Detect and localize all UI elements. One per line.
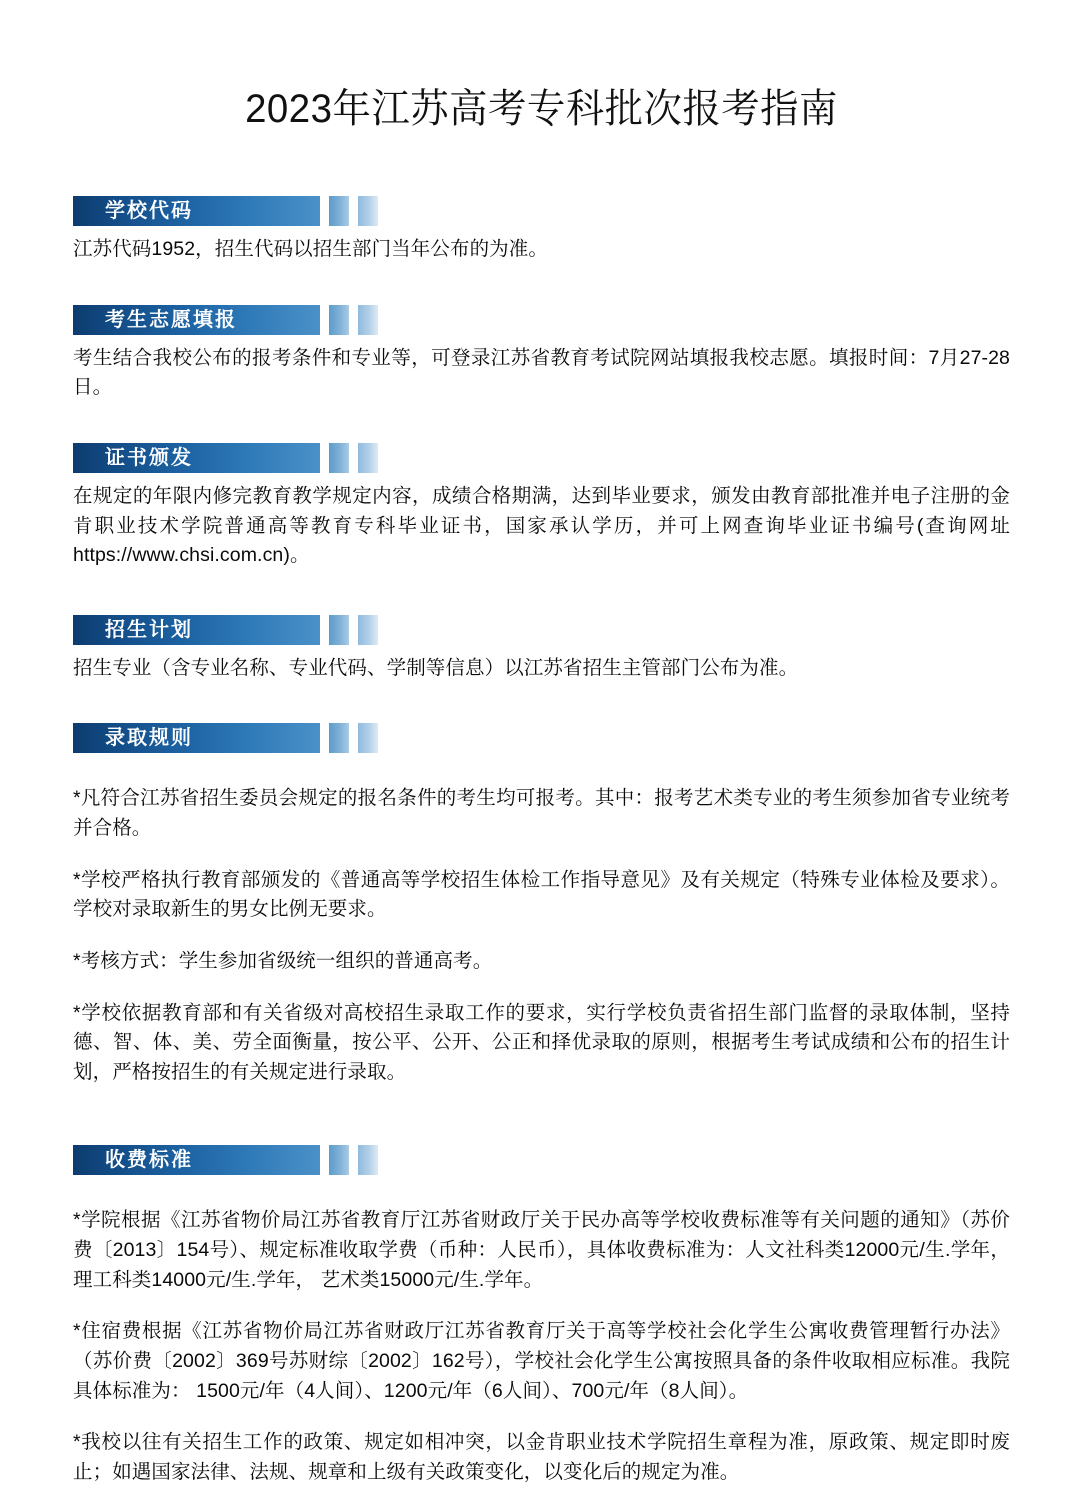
section-banner-school-code	[73, 196, 1010, 226]
banner-spacer	[349, 1145, 358, 1175]
banner-accent-block-2	[358, 723, 378, 753]
page-title: 2023年江苏高考专科批次报考指南	[245, 87, 838, 131]
section-heading-label: 录取规则	[105, 727, 193, 750]
banner-accent-block-2	[358, 1145, 378, 1175]
banner-accent-block-2	[358, 196, 378, 226]
banner-spacer	[349, 196, 358, 226]
banner-accent-block-1	[329, 615, 349, 645]
section-banner-fee-standards	[73, 1145, 1010, 1175]
section-paragraph: *我校以往有关招生工作的政策、规定如相冲突，以金肯职业技术学院招生章程为准，原政策、规定即时废止；如遇国家法律、法规、规章和上级有关政策变化，以变化后的规定为准。	[73, 1431, 1010, 1483]
section-paragraph: 江苏代码1952，招生代码以招生部门当年公布的为准。	[73, 238, 548, 260]
banner-bar	[73, 305, 320, 335]
banner-bar	[73, 1145, 320, 1175]
section-candidate-application	[73, 305, 1010, 403]
section-heading-label: 证书颁发	[105, 446, 193, 469]
section-enrollment-plan	[73, 615, 1010, 684]
banner-accent-block-1	[329, 196, 349, 226]
section-heading-label: 学校代码	[105, 200, 193, 222]
section-fee-standards	[73, 1145, 1010, 1487]
banner-bar	[73, 443, 320, 473]
banner-accent-block-1	[329, 723, 349, 753]
banner-spacer	[320, 443, 329, 473]
section-banner-admission-rules	[73, 723, 1010, 753]
banner-bar	[73, 196, 320, 226]
section-paragraph: *学校依据教育部和有关省级对高校招生录取工作的要求，实行学校负责省招生部门监督的录取体制，坚持德、智、体、美、劳全面衡量，按公平、公开、公正和择优录取的原则，根据考生考试成绩和公布的招生计划，严格按招生的有关规定进行录取。	[73, 1001, 1010, 1083]
section-paragraph: 在规定的年限内修完教育教学规定内容，成绩合格期满，达到毕业要求，颁发由教育部批准并电子注册的金肯职业技术学院普通高等教育专科毕业证书，国家承认学历，并可上网查询毕业证书编号(查询网址https://www.chsi.com.cn)。	[73, 484, 1010, 567]
section-paragraph: *考核方式：学生参加省级统一组织的普通高考。	[73, 949, 493, 972]
banner-accent-block-2	[358, 615, 378, 645]
section-paragraph: *学院根据《江苏省物价局江苏省教育厅江苏省财政厅关于民办高等学校收费标准等有关问题的通知》（苏价费〔2013〕154号）、规定标准收取学费（币种：人民币），具体收费标准为：人文社科类12000元/生.学年， 理工科类14000元/生.学年， 艺术类15000元/生.学年。	[73, 1209, 1010, 1291]
section-certificate-issuance	[73, 443, 1010, 571]
banner-bar	[73, 723, 320, 753]
banner-accent-block-1	[329, 443, 349, 473]
banner-accent-block-1	[329, 1145, 349, 1175]
banner-spacer	[349, 615, 358, 645]
section-banner-candidate-application	[73, 305, 1010, 335]
banner-accent-block-1	[329, 305, 349, 335]
banner-accent-block-2	[358, 443, 378, 473]
banner-spacer	[349, 443, 358, 473]
banner-spacer	[320, 1145, 329, 1175]
section-paragraph: *凡符合江苏省招生委员会规定的报名条件的考生均可报考。其中：报考艺术类专业的考生须参加省专业统考并合格。	[73, 787, 1010, 839]
section-paragraph: 招生专业（含专业名称、专业代码、学制等信息）以江苏省招生主管部门公布为准。	[73, 656, 799, 679]
section-admission-rules	[73, 723, 1010, 1087]
section-paragraph: 考生结合我校公布的报考条件和专业等，可登录江苏省教育考试院网站填报我校志愿。填报时间：7月27-28日。	[73, 346, 1010, 399]
banner-spacer	[320, 615, 329, 645]
banner-spacer	[320, 723, 329, 753]
section-heading-label: 收费标准	[105, 1149, 193, 1172]
section-heading-label: 考生志愿填报	[105, 308, 237, 331]
banner-spacer	[349, 723, 358, 753]
banner-bar	[73, 615, 320, 645]
section-heading-label: 招生计划	[105, 618, 193, 641]
section-banner-enrollment-plan	[73, 615, 1010, 645]
banner-accent-block-2	[358, 305, 378, 335]
banner-spacer	[320, 305, 329, 335]
banner-spacer	[320, 196, 329, 226]
section-paragraph: *住宿费根据《江苏省物价局江苏省财政厅江苏省教育厅关于高等学校社会化学生公寓收费管理暂行办法》（苏价费〔2002〕369号苏财综〔2002〕162号），学校社会化学生公寓按照具备的条件收取相应标准。我院具体标准为： 1500元/年（4人间）、1200元/年（6人间）、700元/年（8人间）。	[73, 1320, 1010, 1402]
section-school-code	[73, 196, 1010, 265]
banner-spacer	[349, 305, 358, 335]
section-paragraph: *学校严格执行教育部颁发的《普通高等学校招生体检工作指导意见》及有关规定（特殊专业体检及要求）。学校对录取新生的男女比例无要求。	[73, 868, 1010, 921]
section-banner-certificate-issuance	[73, 443, 1010, 473]
